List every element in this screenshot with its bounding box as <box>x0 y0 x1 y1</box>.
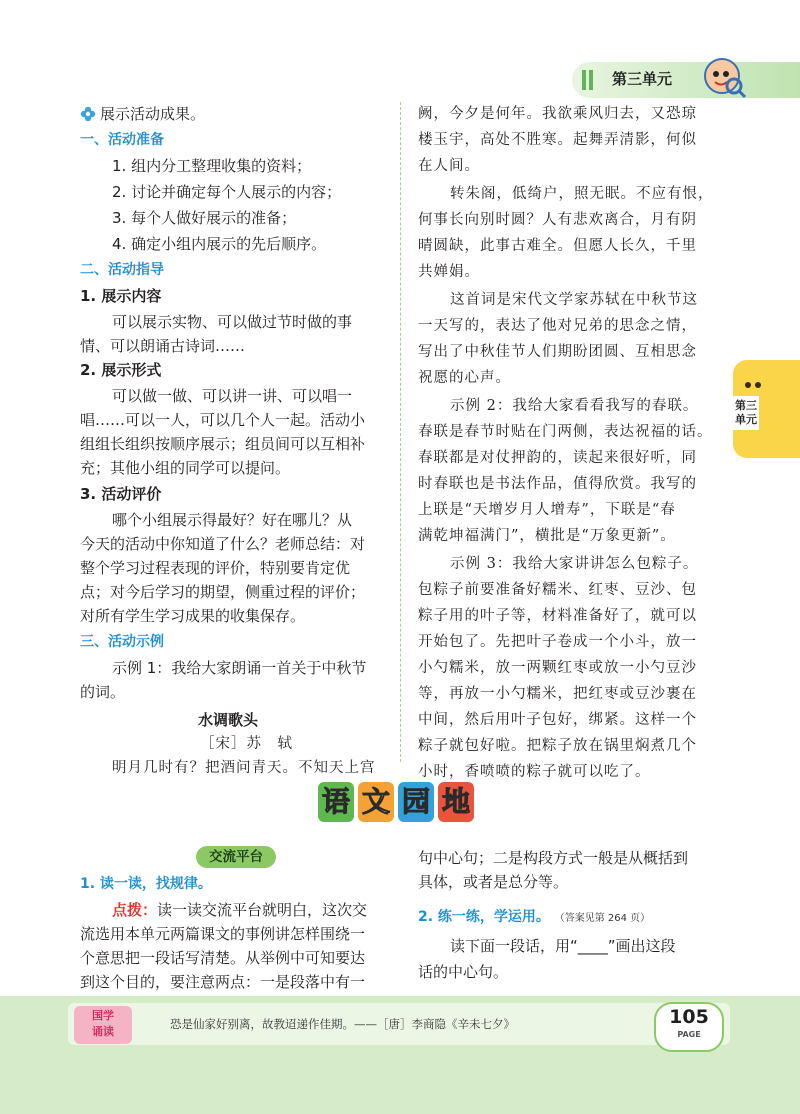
question-label: 2. 练一练，学运用。 <box>418 909 550 925</box>
unit-header-bar <box>572 62 800 98</box>
tip-text: 读一读交流平台就明白，这次交 <box>157 901 368 919</box>
prep-item: 3. 每个人做好展示的准备； <box>112 209 297 227</box>
tip-line: 到这个目的，要注意两点：一是段落中有一 <box>80 973 366 991</box>
subheading-form: 2. 展示形式 <box>80 361 162 379</box>
recitation-badge <box>74 1006 132 1044</box>
example-line: 上联是“天增岁月人增寿”，下联是“春 <box>418 502 676 518</box>
page-label: PAGE <box>677 1030 701 1039</box>
section-heading-prep: 一、活动准备 <box>80 132 164 148</box>
exchange-platform-pill: 交流平台 <box>196 846 276 868</box>
example-line: 示例 3：我给大家讲讲怎么包粽子。 <box>450 556 699 572</box>
poem-line: 楼玉宇，高处不胜寒。起舞弄清影，何似 <box>418 132 697 148</box>
paragraph-line: 今天的活动中你知道了什么？老师总结：对 <box>80 535 366 553</box>
paragraph-line: 唱……可以一人，可以几个人一起。活动小 <box>80 411 366 429</box>
banner-char: 语 <box>318 782 354 822</box>
paragraph-line: 对所有学生学习成果的收集保存。 <box>80 607 306 625</box>
poem-line: 阙，今夕是何年。我欲乘风归去，又恐琼 <box>418 106 697 122</box>
tip-line: 流选用本单元两篇课文的事例讲怎样围绕一 <box>80 925 366 943</box>
poem-line: 转朱阁，低绮户，照无眠。不应有恨， <box>450 186 714 202</box>
paragraph-line: 充；其他小组的同学可以提问。 <box>80 459 291 477</box>
banner-char: 文 <box>358 782 394 822</box>
example-line: 包粽子前要准备好糯米、红枣、豆沙、包 <box>418 582 697 598</box>
tip-line: 句中心句；二是构段方式一般是从概括到 <box>418 849 689 867</box>
subheading-content: 1. 展示内容 <box>80 287 162 305</box>
page-number: 105 <box>669 1006 709 1028</box>
column-divider <box>400 102 401 762</box>
paragraph-line: 哪个小组展示得最好？好在哪儿？从 <box>112 511 353 529</box>
explanation-line: 一天写的，表达了他对兄弟的思念之情， <box>418 318 697 334</box>
tip-line: 具体，或者是总分等。 <box>418 873 569 891</box>
footer-quote: 恐是仙家好别离，故教迢递作佳期。——［唐］李商隐《辛未七夕》 <box>170 1017 515 1031</box>
flower-icon <box>80 106 96 122</box>
explanation-line: 写出了中秋佳节人们期盼团圆、互相思念 <box>418 344 697 360</box>
paragraph-line: 可以做一做、可以讲一讲、可以唱一 <box>112 387 353 405</box>
poem-line: 何事长向别时圆？人有悲欢离合，月有阴 <box>418 212 697 228</box>
paragraph-line: 可以展示实物、可以做过节时做的事 <box>112 313 353 331</box>
exercise-line: 读下面一段话，用“____”画出这段 <box>450 937 676 955</box>
poem-line: 晴圆缺，此事古难全。但愿人长久，千里 <box>418 238 697 254</box>
example-line: 春联都是对仗押韵的，读起来很好听，同 <box>418 450 697 466</box>
poem-author: ［宋］苏 轼 <box>200 736 293 752</box>
tip-label: 点拨： <box>112 901 158 919</box>
paragraph-line: 点；对今后学习的期望，侧重过程的评价； <box>80 583 366 601</box>
paragraph-line: 的词。 <box>80 683 126 701</box>
explanation-line: 这首词是宋代文学家苏轼在中秋节这 <box>450 292 698 308</box>
banner-char: 园 <box>398 782 434 822</box>
example-line: 满乾坤福满门”，横批是“万象更新”。 <box>418 528 676 544</box>
unit-title: 第三单元 <box>612 70 673 88</box>
badge-line: 国学 <box>92 1009 114 1022</box>
question-heading-2 <box>418 904 650 931</box>
example-line: 粽子用的叶子等，材料准备好了，就可以 <box>418 608 697 624</box>
example-line: 春联是春节时贴在门两侧，表达祝福的话。 <box>418 424 713 440</box>
tip-line <box>112 898 367 922</box>
exercise-line: 话的中心句。 <box>418 963 509 981</box>
poem-line: 共婵娟。 <box>418 264 480 280</box>
example-line: 开始包了。先把叶子卷成一个小斗，放一 <box>418 634 697 650</box>
poem-line: 在人间。 <box>418 158 480 174</box>
example-line: 时春联也是书法作品，值得欣赏。我写的 <box>418 476 697 492</box>
example-line: 等，再放一小勺糯米，把红枣或豆沙裹在 <box>418 686 697 702</box>
explanation-line: 祝愿的心声。 <box>418 370 511 386</box>
header-bars-icon <box>582 70 602 90</box>
prep-item: 4. 确定小组内展示的先后顺序。 <box>112 235 327 253</box>
example-line: 小时，香喷喷的粽子就可以吃了。 <box>418 764 651 780</box>
badge-line: 诵读 <box>92 1025 114 1038</box>
side-tab-label: 第三单元 <box>733 396 759 430</box>
question-heading: 1. 读一读，找规律。 <box>80 876 212 892</box>
example-line: 小勺糯米，放一两颗红枣或放一小勺豆沙 <box>418 660 697 676</box>
paragraph-line: 情、可以朗诵古诗词…… <box>80 337 246 355</box>
paragraph-line: 示例 1：我给大家朗诵一首关于中秋节 <box>112 659 367 677</box>
section-heading-example: 三、活动示例 <box>80 634 164 650</box>
page-number-badge <box>654 1002 724 1052</box>
paragraph-line: 组组长组织按顺序展示；组员间可以互相补 <box>80 435 366 453</box>
subheading-evaluation: 3. 活动评价 <box>80 485 162 503</box>
mascot-magnifier-icon <box>702 56 746 100</box>
prep-item: 1. 组内分工整理收集的资料； <box>112 157 312 175</box>
intro-heading: 展示活动成果。 <box>100 105 206 123</box>
section-heading-guide: 二、活动指导 <box>80 262 164 278</box>
example-line: 示例 2：我给大家看看我写的春联。 <box>450 398 699 414</box>
example-line: 粽子就包好啦。把粽子放在锅里焖煮几个 <box>418 738 697 754</box>
banner-char: 地 <box>438 782 474 822</box>
paragraph-line: 整个学习过程表现的评价，特别要肯定优 <box>80 559 351 577</box>
prep-item: 2. 讨论并确定每个人展示的内容； <box>112 183 342 201</box>
poem-line: 明月几时有？把酒问青天。不知天上宫 <box>112 760 376 776</box>
section-banner <box>318 782 474 828</box>
tip-line: 个意思把一段话写清楚。从举例中可知要达 <box>80 949 366 967</box>
example-line: 中间，然后用叶子包好，绑紧。这样一个 <box>418 712 697 728</box>
answer-note: （答案见第 264 页） <box>554 913 651 924</box>
poem-title: 水调歌头 <box>198 711 259 729</box>
